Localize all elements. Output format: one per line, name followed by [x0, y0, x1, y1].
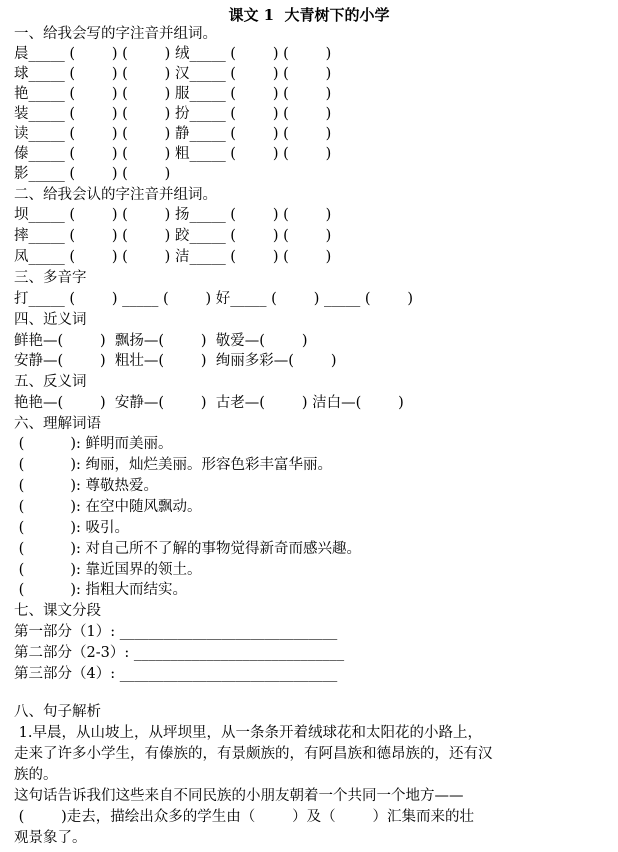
section-heading: 三、多音字	[14, 270, 87, 286]
page-title: 课文 1 大青树下的小学	[228, 6, 390, 24]
exercise-row: 凤_____ ( ) ( ) 洁_____ ( ) ( )	[14, 249, 332, 265]
exercise-row: 打_____ ( ) _____ ( ) 好_____ ( ) _____ ( )	[14, 291, 414, 307]
definition-row: ( ): 对自己所不了解的事物觉得新奇而感兴趣。	[14, 541, 362, 557]
section-heading: 五、反义词	[14, 374, 87, 390]
definition-row: ( ): 靠近国界的领土。	[14, 562, 202, 578]
definition-row: ( ): 鲜明而美丽。	[14, 436, 173, 452]
segment-row: 第一部分（1）: ______________________________	[14, 624, 338, 640]
exercise-row: 坝_____ ( ) ( ) 扬_____ ( ) ( )	[14, 207, 332, 223]
paragraph-line: 族的。	[14, 767, 58, 783]
definition-row: ( ): 绚丽，灿烂美丽。形容色彩丰富华丽。	[14, 457, 333, 473]
section-heading: 四、近义词	[14, 312, 87, 328]
section-heading: 六、理解词语	[14, 416, 101, 432]
section-heading: 七、课文分段	[14, 603, 101, 619]
paragraph-line: 观景象了。	[14, 830, 87, 846]
exercise-row: 傣_____ ( ) ( ) 粗_____ ( ) ( )	[14, 146, 332, 162]
paragraph-line: ( )走去，描绘出众多的学生由（ ）及（ ）汇集而来的壮	[14, 809, 475, 825]
definition-row: ( ): 指粗大而结实。	[14, 582, 188, 598]
paragraph-line: 走来了许多小学生，有傣族的，有景颇族的，有阿昌族和德昂族的，还有汉	[14, 746, 493, 762]
exercise-row: 影_____ ( ) ( )	[14, 166, 171, 182]
section-heading: 一、给我会写的字注音并组词。	[14, 26, 217, 42]
exercise-row: 艳_____ ( ) ( ) 服_____ ( ) ( )	[14, 86, 332, 102]
section-heading: 八、句子解析	[14, 704, 101, 720]
exercise-row: 艳艳—( ) 安静—( ) 古老—( ) 洁白—( )	[14, 395, 404, 411]
exercise-row: 球_____ ( ) ( ) 汉_____ ( ) ( )	[14, 66, 332, 82]
exercise-row: 晨_____ ( ) ( ) 绒_____ ( ) ( )	[14, 46, 332, 62]
paragraph-line: 1.早晨，从山坡上，从坪坝里，从一条条开着绒球花和太阳花的小路上，	[14, 725, 482, 741]
exercise-row: 鲜艳—( ) 飘扬—( ) 敬爱—( )	[14, 333, 308, 349]
exercise-row: 读_____ ( ) ( ) 静_____ ( ) ( )	[14, 126, 332, 142]
definition-row: ( ): 吸引。	[14, 520, 130, 536]
paragraph-line: 这句话告诉我们这些来自不同民族的小朋友朝着一个共同一个地方——	[14, 788, 464, 804]
segment-row: 第二部分（2-3）: _____________________________	[14, 645, 345, 661]
definition-row: ( ): 尊敬热爱。	[14, 478, 159, 494]
definition-row: ( ): 在空中随风飘动。	[14, 499, 202, 515]
segment-row: 第三部分（4）: ______________________________	[14, 666, 338, 682]
section-heading: 二、给我会认的字注音并组词。	[14, 187, 217, 203]
exercise-row: 安静—( ) 粗壮—( ) 绚丽多彩—( )	[14, 353, 337, 369]
exercise-row: 装_____ ( ) ( ) 扮_____ ( ) ( )	[14, 106, 332, 122]
exercise-row: 摔_____ ( ) ( ) 跤_____ ( ) ( )	[14, 228, 332, 244]
